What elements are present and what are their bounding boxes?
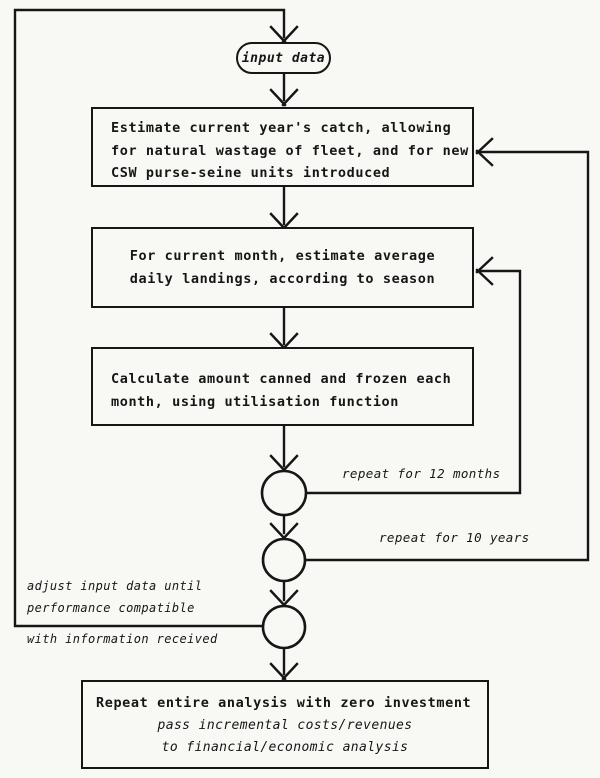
process-estimate-catch: [91, 107, 474, 187]
process-text-line: CSW purse-seine units introduced: [111, 165, 391, 181]
process-text-line: Estimate current year's catch, allowing: [111, 120, 452, 136]
loop-label-10-years: repeat for 10 years: [379, 530, 530, 545]
process-text-line: month, using utilisation function: [111, 393, 400, 410]
process-monthly-landings: [91, 227, 474, 308]
loop-label-12-months: repeat for 12 months: [342, 466, 501, 481]
loop-connector-circle-3: [263, 606, 305, 648]
process-text-line: For current month, estimate average: [129, 248, 436, 264]
left-feedback-line: [15, 10, 284, 626]
process-canned-frozen: [91, 347, 474, 426]
process-text-line: Calculate amount canned and frozen each: [111, 371, 452, 387]
process-text-line-italic: pass incremental costs/revenues: [157, 717, 413, 733]
process-text-line: Repeat entire analysis with zero investment: [96, 695, 472, 711]
note-adjust-input-line3: with information received: [27, 632, 218, 646]
terminator-input-data: [236, 42, 331, 74]
process-final-analysis: [81, 680, 489, 769]
note-adjust-input-line2: performance compatible: [27, 601, 195, 615]
loop-connector-circle-1: [262, 471, 306, 515]
process-text-line: for natural wastage of fleet, and for new: [111, 142, 469, 159]
process-text-line-italic: to financial/economic analysis: [161, 740, 409, 755]
note-adjust-input-line1: adjust input data until: [27, 579, 203, 593]
loop-connector-circle-2: [263, 539, 305, 581]
input-data-label: input data: [241, 50, 326, 66]
process-text-line: daily landings, according to season: [129, 270, 436, 287]
